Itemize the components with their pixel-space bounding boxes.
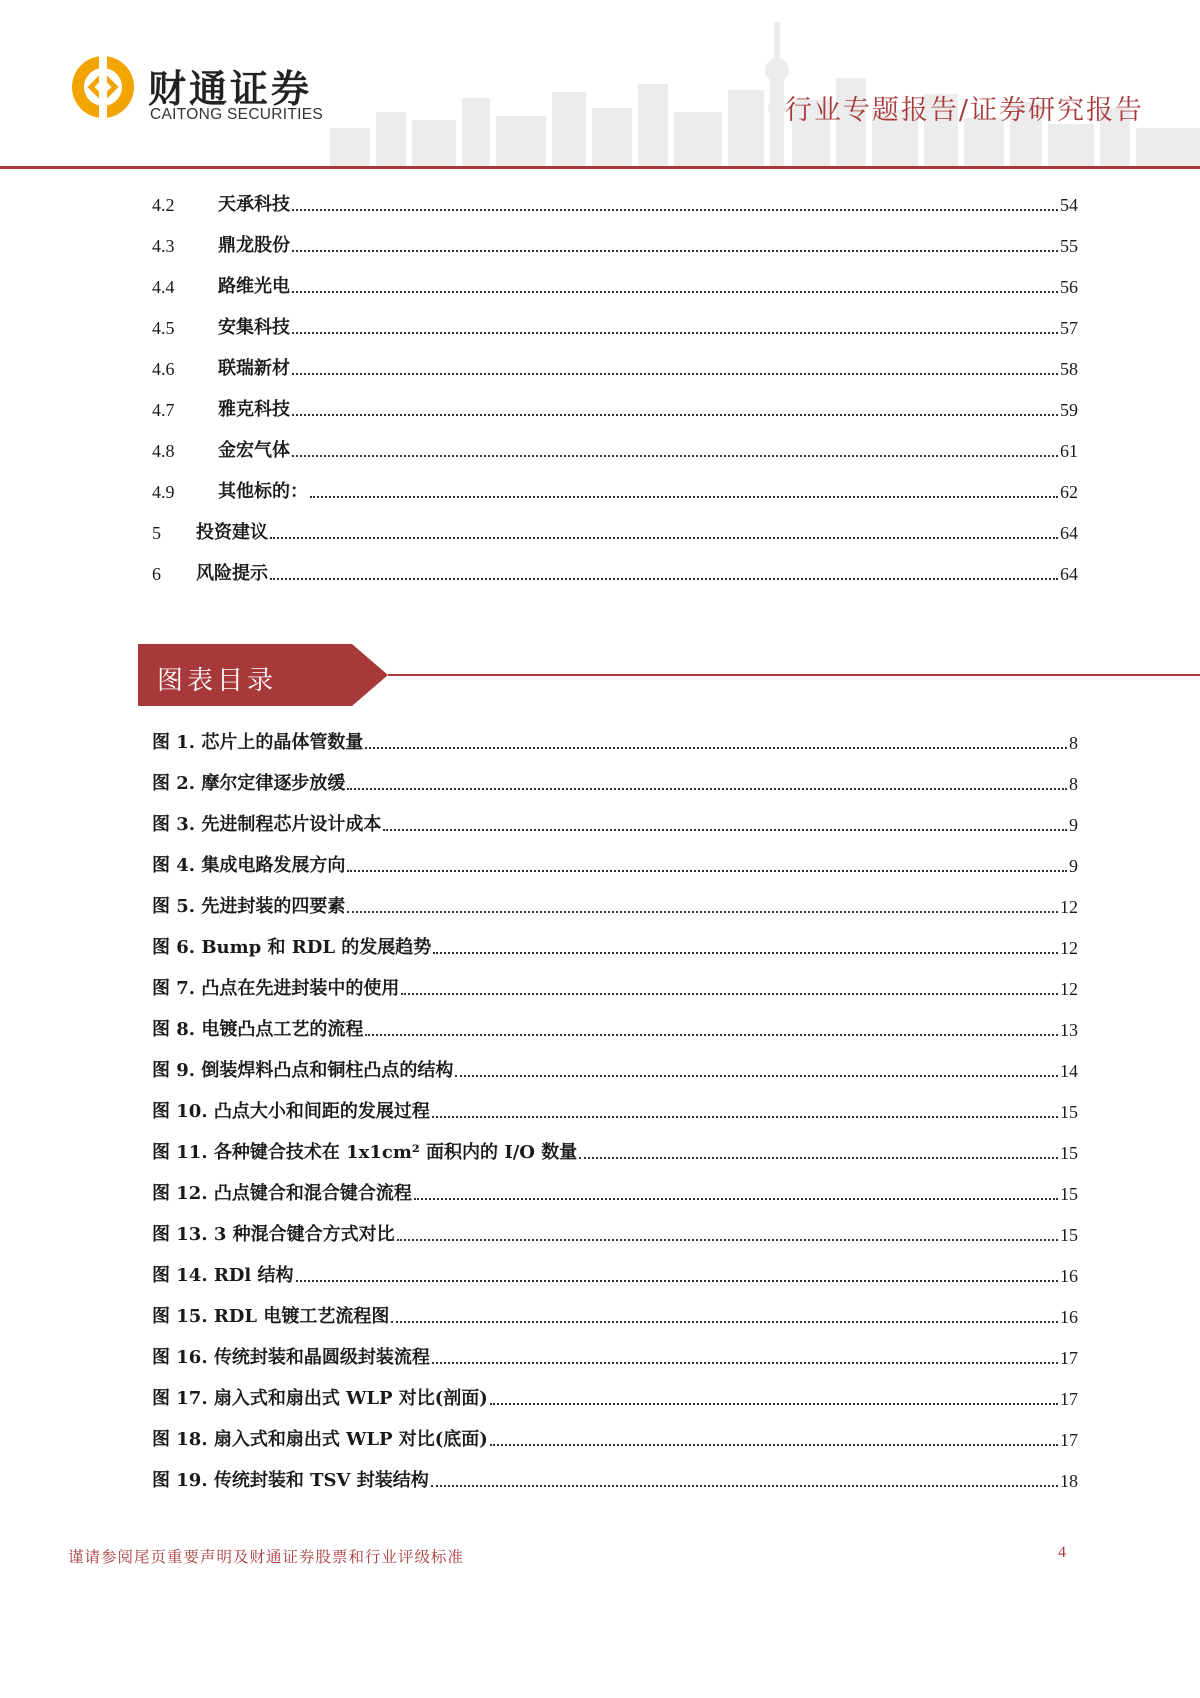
leader-dots: [292, 373, 1058, 375]
toc-entry-title: 路维光电: [218, 276, 290, 297]
figure-entry-page: 13: [1060, 1020, 1078, 1040]
toc-entry-title: 其他标的：: [218, 481, 308, 502]
figure-entry-title: 图 18. 扇入式和扇出式 WLP 对比(底面): [152, 1429, 488, 1450]
figure-entry[interactable]: [152, 767, 1078, 797]
figure-entry-page: 9: [1069, 815, 1078, 835]
figure-entry[interactable]: [152, 931, 1078, 961]
figure-entry-page: 12: [1060, 979, 1078, 999]
toc-entry-page: 64: [1060, 523, 1078, 543]
toc-entry-title: 金宏气体: [218, 440, 290, 461]
leader-dots: [347, 911, 1058, 913]
caitong-logo-icon: [68, 52, 138, 122]
figure-entry-page: 16: [1060, 1266, 1078, 1286]
figure-entry-page: 12: [1060, 938, 1078, 958]
toc-entry-title: 风险提示: [196, 563, 268, 584]
leader-dots: [347, 870, 1067, 872]
toc-entry-number: 6: [152, 564, 161, 584]
report-type: 行业专题报告/证券研究报告: [784, 95, 1144, 126]
leader-dots: [365, 1034, 1058, 1036]
figure-entry-page: 15: [1060, 1143, 1078, 1163]
figure-entry[interactable]: [152, 1095, 1078, 1125]
figure-entry-page: 15: [1060, 1184, 1078, 1204]
toc-entry-number: 4.7: [152, 400, 175, 420]
toc-entry-page: 55: [1060, 236, 1078, 256]
figure-entry[interactable]: [152, 1423, 1078, 1453]
toc-entry[interactable]: [152, 516, 1078, 546]
figure-entry-title: 图 4. 集成电路发展方向: [152, 855, 346, 876]
toc-entry-page: 59: [1060, 400, 1078, 420]
figure-entry-title: 图 16. 传统封装和晶圆级封装流程: [152, 1347, 430, 1368]
toc-entry-number: 4.4: [152, 277, 175, 297]
leader-dots: [433, 952, 1058, 954]
city-skyline-watermark: [330, 0, 1200, 166]
leader-dots: [455, 1075, 1058, 1077]
leader-dots: [579, 1157, 1058, 1159]
figure-entry-page: 18: [1060, 1471, 1078, 1491]
figure-entry[interactable]: [152, 1341, 1078, 1371]
figure-entry[interactable]: [152, 1300, 1078, 1330]
header-divider: [0, 166, 1200, 169]
figure-entry[interactable]: [152, 1136, 1078, 1166]
leader-dots: [310, 496, 1058, 498]
page-number: 4: [1058, 1544, 1066, 1561]
figure-entry-title: 图 11. 各种键合技术在 1x1cm² 面积内的 I/O 数量: [152, 1142, 578, 1163]
figure-entry-title: 图 19. 传统封装和 TSV 封装结构: [152, 1470, 429, 1491]
leader-dots: [401, 993, 1058, 995]
toc-entry-title: 天承科技: [218, 194, 290, 215]
leader-dots: [391, 1321, 1058, 1323]
leader-dots: [347, 788, 1067, 790]
toc-entry-number: 4.6: [152, 359, 175, 379]
leader-dots: [383, 829, 1067, 831]
toc-entry-page: 61: [1060, 441, 1078, 461]
figure-entry-page: 14: [1060, 1061, 1078, 1081]
figure-entry-page: 17: [1060, 1389, 1078, 1409]
figure-entry[interactable]: [152, 1013, 1078, 1043]
leader-dots: [292, 291, 1058, 293]
leader-dots: [432, 1116, 1058, 1118]
figure-list-title: 图表目录: [157, 666, 278, 696]
toc-entry-number: 4.2: [152, 195, 175, 215]
toc-entry-page: 58: [1060, 359, 1078, 379]
figure-entry-title: 图 9. 倒装焊料凸点和铜柱凸点的结构: [152, 1060, 454, 1081]
toc-entry-title: 雅克科技: [218, 399, 290, 420]
figure-entry-page: 8: [1069, 733, 1078, 753]
figure-entry[interactable]: [152, 1218, 1078, 1248]
leader-dots: [397, 1239, 1058, 1241]
leader-dots: [414, 1198, 1058, 1200]
heading-rule: [388, 674, 1200, 676]
toc-entry[interactable]: [152, 270, 1078, 300]
leader-dots: [270, 578, 1058, 580]
figure-entry-title: 图 8. 电镀凸点工艺的流程: [152, 1019, 364, 1040]
figure-entry-title: 图 12. 凸点键合和混合键合流程: [152, 1183, 412, 1204]
toc-entry-page: 54: [1060, 195, 1078, 215]
leader-dots: [292, 209, 1058, 211]
footer-disclaimer: 谨请参阅尾页重要声明及财通证券股票和行业评级标准: [68, 1548, 465, 1566]
leader-dots: [490, 1403, 1058, 1405]
page-header: [0, 0, 1200, 172]
leader-dots: [365, 747, 1067, 749]
figure-entry-title: 图 5. 先进封装的四要素: [152, 896, 346, 917]
toc-entry-page: 62: [1060, 482, 1078, 502]
figure-entry-title: 图 7. 凸点在先进封装中的使用: [152, 978, 400, 999]
leader-dots: [490, 1444, 1058, 1446]
figure-entry[interactable]: [152, 1464, 1078, 1494]
figure-entry-page: 17: [1060, 1348, 1078, 1368]
toc-entry-title: 鼎龙股份: [218, 235, 290, 256]
figure-entry[interactable]: [152, 1054, 1078, 1084]
toc-entry-title: 联瑞新材: [218, 358, 290, 379]
figure-entry-title: 图 10. 凸点大小和间距的发展过程: [152, 1101, 430, 1122]
toc-entry-page: 64: [1060, 564, 1078, 584]
toc-entry-number: 4.8: [152, 441, 175, 461]
toc-entry[interactable]: [152, 229, 1078, 259]
leader-dots: [296, 1280, 1058, 1282]
leader-dots: [270, 537, 1058, 539]
toc-entry[interactable]: [152, 311, 1078, 341]
figure-entry[interactable]: [152, 1177, 1078, 1207]
figure-entry[interactable]: [152, 1382, 1078, 1412]
figure-entry-title: 图 1. 芯片上的晶体管数量: [152, 732, 364, 753]
toc-entry[interactable]: [152, 557, 1078, 587]
toc-entry-number: 4.9: [152, 482, 175, 502]
figure-entry-title: 图 2. 摩尔定律逐步放缓: [152, 773, 346, 794]
figure-entry-page: 8: [1069, 774, 1078, 794]
leader-dots: [292, 332, 1058, 334]
figure-entry-page: 15: [1060, 1225, 1078, 1245]
figure-entry-page: 16: [1060, 1307, 1078, 1327]
figure-entry[interactable]: [152, 808, 1078, 838]
figure-entry-title: 图 15. RDL 电镀工艺流程图: [152, 1306, 390, 1327]
figure-entry-title: 图 6. Bump 和 RDL 的发展趋势: [152, 937, 432, 958]
figure-entry[interactable]: [152, 849, 1078, 879]
figure-entry-title: 图 13. 3 种混合键合方式对比: [152, 1224, 395, 1245]
figure-entry[interactable]: [152, 890, 1078, 920]
figure-entry[interactable]: [152, 1259, 1078, 1289]
figure-entry-page: 17: [1060, 1430, 1078, 1450]
figure-entry[interactable]: [152, 972, 1078, 1002]
toc-entry-number: 4.5: [152, 318, 175, 338]
toc-entry-page: 57: [1060, 318, 1078, 338]
toc-entry[interactable]: [152, 352, 1078, 382]
figure-entry-title: 图 17. 扇入式和扇出式 WLP 对比(剖面): [152, 1388, 488, 1409]
leader-dots: [292, 414, 1058, 416]
toc-entry-title: 安集科技: [218, 317, 290, 338]
figure-entry-page: 9: [1069, 856, 1078, 876]
figure-list-heading: [138, 644, 1088, 706]
figure-entry-title: 图 14. RDl 结构: [152, 1265, 294, 1286]
toc-entry-title: 投资建议: [196, 522, 268, 543]
company-name-en: CAITONG SECURITIES: [150, 106, 324, 123]
figure-entry-title: 图 3. 先进制程芯片设计成本: [152, 814, 382, 835]
toc-entry[interactable]: [152, 393, 1078, 423]
figure-entry[interactable]: [152, 726, 1078, 756]
figure-entry-page: 15: [1060, 1102, 1078, 1122]
figure-entry-page: 12: [1060, 897, 1078, 917]
leader-dots: [292, 455, 1058, 457]
toc-entry[interactable]: [152, 188, 1078, 218]
toc-entry-page: 56: [1060, 277, 1078, 297]
toc-entry-number: 5: [152, 523, 161, 543]
leader-dots: [432, 1362, 1058, 1364]
toc-entry[interactable]: [152, 434, 1078, 464]
leader-dots: [292, 250, 1058, 252]
leader-dots: [431, 1485, 1058, 1487]
company-name-cn: 财通证券: [148, 67, 313, 111]
toc-entry[interactable]: [152, 475, 1078, 505]
toc-entry-number: 4.3: [152, 236, 175, 256]
